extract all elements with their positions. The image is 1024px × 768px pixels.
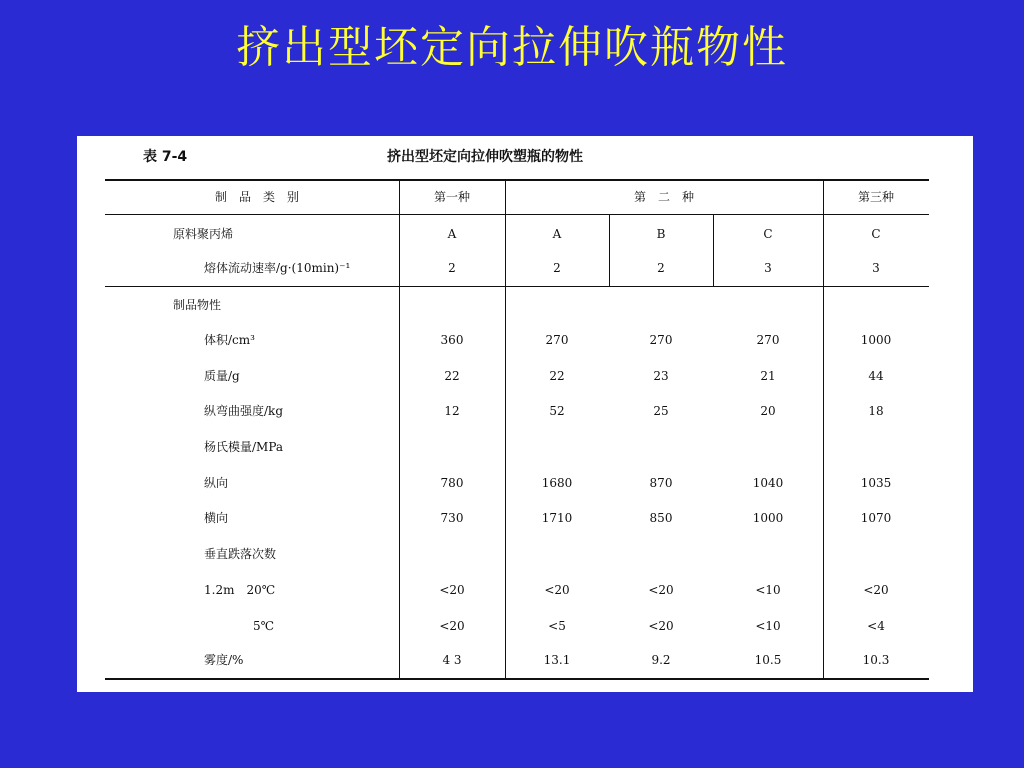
table-cell: 4 3 [442, 653, 462, 667]
table-cell: 1000 [752, 511, 784, 525]
row-label-youngs-modulus: 杨氏模量/MPa [204, 440, 284, 454]
table-cell: <20 [439, 619, 465, 633]
row-label-mass: 质量/g [204, 369, 240, 383]
table-cell: 360 [440, 333, 464, 347]
table-cell: <20 [439, 583, 465, 597]
table-cell: A [552, 227, 562, 241]
row-label-haze: 雾度/% [204, 653, 244, 667]
table-cell: <5 [548, 619, 566, 633]
table-cell: 1000 [860, 333, 892, 347]
table-cell: 1035 [860, 476, 892, 490]
table-cell: 2 [448, 261, 456, 275]
table-cell: 10.3 [862, 653, 890, 667]
table-cell: 850 [649, 511, 673, 525]
table-cell: A [447, 227, 457, 241]
table-cell: 22 [444, 369, 460, 383]
table-cell: 12 [444, 404, 460, 418]
header-third: 第三种 [857, 190, 894, 204]
header-category: 制 品 类 别 [214, 190, 299, 204]
row-label-drop-count: 垂直跌落次数 [204, 547, 277, 561]
table-cell: 3 [764, 261, 772, 275]
table-cell: B [656, 227, 666, 241]
col-divider-2 [505, 180, 506, 678]
row-label-properties: 制品物性 [173, 298, 222, 312]
row-label-longitudinal: 纵向 [204, 476, 229, 490]
table-cell: 22 [549, 369, 565, 383]
table-cell: 13.1 [543, 653, 571, 667]
row-label-volume: 体积/cm³ [204, 333, 255, 347]
table-cell: 25 [653, 404, 669, 418]
table-cell: 52 [549, 404, 565, 418]
table-cell: 3 [872, 261, 880, 275]
table-number: 表 7-4 [143, 149, 188, 165]
table-cell: <20 [544, 583, 570, 597]
row-label-drop-20c: 1.2m 20℃ [204, 583, 276, 597]
section-rule [105, 286, 929, 287]
table-cell: 270 [649, 333, 673, 347]
scanned-table-image [77, 136, 973, 692]
table-cell: <20 [863, 583, 889, 597]
bottom-rule [105, 678, 929, 680]
table-cell: 870 [649, 476, 673, 490]
col-divider-1 [399, 180, 400, 678]
row-label-bend-strength: 纵弯曲强度/kg [204, 404, 283, 418]
table-cell: 730 [440, 511, 464, 525]
col-divider-5 [823, 180, 824, 678]
row-label-transverse: 横向 [204, 511, 229, 525]
top-rule [105, 179, 929, 181]
table-cell: <10 [755, 583, 781, 597]
row-label-material: 原料聚丙烯 [173, 227, 234, 241]
row-label-drop-5c: 5℃ [253, 619, 275, 633]
table-cell: 20 [760, 404, 776, 418]
slide-title: 挤出型坯定向拉伸吹瓶物性 [236, 22, 788, 73]
table-cell: 2 [553, 261, 561, 275]
table-cell: 44 [868, 369, 884, 383]
table-cell: 1710 [541, 511, 573, 525]
table-cell: <10 [755, 619, 781, 633]
table-cell: 23 [653, 369, 669, 383]
table-cell: 21 [760, 369, 776, 383]
table-cell: C [871, 227, 881, 241]
header-second: 第 二 种 [633, 190, 694, 204]
table-cell: 270 [545, 333, 569, 347]
row-label-melt-flow: 熔体流动速率/g·(10min)⁻¹ [204, 261, 351, 275]
table-cell: 780 [440, 476, 464, 490]
table-cell: 270 [756, 333, 780, 347]
table-cell: <20 [648, 619, 674, 633]
table-cell: 1680 [541, 476, 573, 490]
table-cell: 10.5 [754, 653, 782, 667]
table-cell: 1040 [752, 476, 784, 490]
subheader-rule [505, 214, 823, 215]
table-cell: <20 [648, 583, 674, 597]
header-first: 第一种 [433, 190, 470, 204]
table-cell: <4 [867, 619, 885, 633]
table-cell: 9.2 [651, 653, 671, 667]
table-cell: 1070 [860, 511, 892, 525]
table-caption: 挤出型坯定向拉伸吹塑瓶的物性 [387, 149, 583, 165]
table-cell: C [763, 227, 773, 241]
table-cell: 18 [868, 404, 884, 418]
table-cell: 2 [657, 261, 665, 275]
